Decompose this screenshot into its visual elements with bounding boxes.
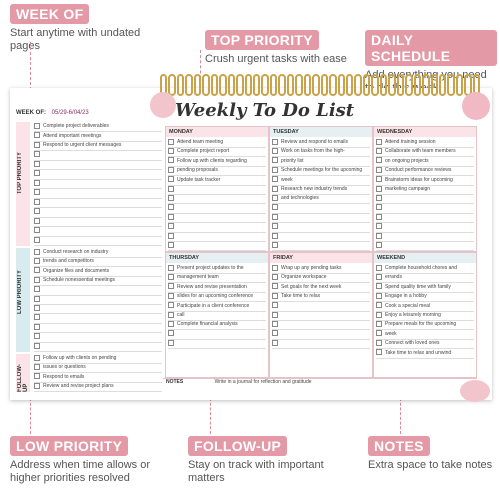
- checkbox[interactable]: [168, 293, 174, 299]
- spiral-coil: [287, 74, 294, 96]
- task-text: Review and revise project plans: [43, 383, 114, 390]
- checkbox[interactable]: [376, 312, 382, 318]
- day-header: WEEKEND: [374, 253, 476, 263]
- task-text: Prepare meals for the upcoming: [385, 321, 457, 328]
- task-text: Complete household chores and: [385, 265, 457, 271]
- task-row[interactable]: [272, 339, 370, 349]
- day-box-wednesday: [373, 126, 477, 252]
- checkbox[interactable]: [376, 186, 382, 192]
- checkbox[interactable]: [376, 321, 382, 327]
- checkbox[interactable]: [168, 312, 174, 318]
- follow-up-callout: [188, 436, 358, 485]
- spiral-coil: [219, 74, 226, 96]
- task-text: Wrap up any pending tasks: [281, 265, 342, 271]
- checkbox[interactable]: [272, 312, 278, 318]
- spiral-coil: [456, 74, 463, 96]
- task-text: Collaborate with team members: [385, 148, 456, 155]
- checkbox[interactable]: [168, 283, 174, 289]
- spiral-coil: [363, 74, 370, 96]
- checkbox[interactable]: [272, 167, 278, 173]
- top-priority-section: [16, 122, 164, 246]
- notes-caption: Extra space to take notes: [368, 459, 493, 471]
- spiral-coil: [321, 74, 328, 96]
- checkbox[interactable]: [34, 383, 40, 389]
- top-priority-sidebar: [16, 122, 30, 246]
- week-of-callout: [10, 4, 170, 53]
- checkbox[interactable]: [272, 302, 278, 308]
- spiral-coil: [346, 74, 353, 96]
- checkbox[interactable]: [376, 233, 382, 239]
- low-priority-callout: [10, 436, 175, 485]
- task-text: Attend team meeting: [177, 139, 224, 145]
- task-row[interactable]: [34, 160, 162, 170]
- day-header: TUESDAY: [270, 127, 372, 137]
- spiral-coil: [354, 74, 361, 96]
- checkbox[interactable]: [34, 277, 40, 283]
- task-text: Brainstorm ideas for upcoming: [385, 176, 453, 183]
- task-text: Attend important meetings: [43, 132, 102, 139]
- task-row[interactable]: [34, 122, 162, 132]
- checkbox[interactable]: [376, 302, 382, 308]
- checkbox[interactable]: [34, 170, 40, 176]
- task-row[interactable]: [34, 208, 162, 218]
- checkbox[interactable]: [34, 314, 40, 320]
- checkbox[interactable]: [272, 340, 278, 346]
- notes-area[interactable]: [163, 378, 477, 395]
- checkbox[interactable]: [34, 189, 40, 195]
- checkbox[interactable]: [34, 180, 40, 186]
- task-text: week: [281, 176, 293, 183]
- task-text: Attend training session: [385, 139, 436, 145]
- spiral-binding: [160, 74, 480, 96]
- daily-schedule-caption: Add everything you need: [365, 69, 487, 81]
- spiral-coil: [228, 74, 235, 96]
- spiral-coil: [177, 74, 184, 96]
- task-text: Organize workspace: [281, 274, 327, 281]
- leader-follow-up: [210, 398, 211, 434]
- task-text: Cook a special meal: [385, 302, 431, 309]
- low-priority-section: [16, 248, 164, 352]
- top-priority-caption: Crush urgent tasks with ease: [205, 53, 347, 65]
- task-text: Respond to emails: [43, 373, 85, 380]
- task-text: marketing campaign: [385, 186, 431, 192]
- checkbox[interactable]: [376, 242, 382, 248]
- task-row[interactable]: [34, 382, 162, 392]
- task-row[interactable]: [34, 198, 162, 208]
- checkbox[interactable]: [272, 223, 278, 229]
- task-text: pending proposals: [177, 167, 218, 174]
- spiral-coil: [261, 74, 268, 96]
- checkbox[interactable]: [376, 214, 382, 220]
- spiral-coil: [405, 74, 412, 96]
- task-text: Complete financial analysis: [177, 321, 238, 328]
- spiral-coil: [253, 74, 260, 96]
- task-row[interactable]: [34, 179, 162, 189]
- daily-schedule-tag: DAILY SCHEDULE: [365, 30, 497, 66]
- task-row[interactable]: [34, 151, 162, 161]
- top-priority-sidebar-label: TOP PRIORITY: [17, 152, 23, 195]
- task-row[interactable]: [376, 349, 474, 359]
- spiral-coil: [185, 74, 192, 96]
- task-text: management team: [177, 274, 219, 281]
- checkbox[interactable]: [376, 349, 382, 355]
- checkbox[interactable]: [376, 330, 382, 336]
- checkbox[interactable]: [168, 274, 174, 280]
- task-row[interactable]: [34, 189, 162, 199]
- checkbox[interactable]: [34, 286, 40, 292]
- task-text: on ongoing projects: [385, 157, 429, 164]
- checkbox[interactable]: [168, 186, 174, 192]
- priority-column: [16, 122, 164, 392]
- checkbox[interactable]: [376, 265, 382, 271]
- day-header: MONDAY: [166, 127, 268, 137]
- week-of-field-label: WEEK OF:: [16, 110, 46, 116]
- checkbox[interactable]: [168, 321, 174, 327]
- spiral-coil: [388, 74, 395, 96]
- spiral-coil: [304, 74, 311, 96]
- task-text: Present project updates to the: [177, 265, 244, 271]
- task-text: Enjoy a leisurely morning: [385, 312, 441, 318]
- checkbox[interactable]: [376, 148, 382, 154]
- checkbox[interactable]: [376, 176, 382, 182]
- checkbox[interactable]: [376, 204, 382, 210]
- checkbox[interactable]: [34, 333, 40, 339]
- checkbox[interactable]: [168, 233, 174, 239]
- day-box-monday: [165, 126, 269, 252]
- spiral-coil: [422, 74, 429, 96]
- checkbox[interactable]: [168, 195, 174, 201]
- checkbox[interactable]: [34, 151, 40, 157]
- task-text: Conduct performance reviews: [385, 167, 452, 174]
- spiral-coil: [245, 74, 252, 96]
- spiral-coil: [414, 74, 421, 96]
- spiral-coil: [380, 74, 387, 96]
- task-text: Work on tasks from the high-: [281, 148, 345, 155]
- checkbox[interactable]: [376, 340, 382, 346]
- task-text: Take time to relax and unwind: [385, 349, 452, 356]
- checkbox[interactable]: [376, 167, 382, 173]
- checkbox[interactable]: [272, 157, 278, 163]
- task-text: Follow up with clients regarding: [177, 157, 247, 164]
- checkbox[interactable]: [272, 283, 278, 289]
- checkbox[interactable]: [168, 139, 174, 145]
- low-priority-caption: Address when time allows or higher priorities resolved: [10, 459, 151, 484]
- checkbox[interactable]: [34, 199, 40, 205]
- task-row[interactable]: [168, 339, 266, 349]
- task-row[interactable]: [168, 241, 266, 251]
- task-text: issues or questions: [43, 364, 86, 371]
- leader-low-priority: [30, 398, 31, 434]
- checkbox[interactable]: [34, 237, 40, 243]
- day-box-weekend: [373, 252, 477, 378]
- checkbox[interactable]: [34, 208, 40, 214]
- flower-decoration: [462, 92, 490, 120]
- follow-up-sidebar: [16, 354, 30, 392]
- day-header: WEDNESDAY: [374, 127, 476, 137]
- notes-tag: NOTES: [368, 436, 430, 456]
- task-text: Schedule meetings for the upcoming: [281, 167, 363, 174]
- checkbox[interactable]: [168, 302, 174, 308]
- spiral-coil: [270, 74, 277, 96]
- spiral-coil: [295, 74, 302, 96]
- low-priority-sidebar-label: LOW PRIORITY: [17, 270, 23, 314]
- day-box-friday: [269, 252, 373, 378]
- checkbox[interactable]: [272, 265, 278, 271]
- task-text: Complete project report: [177, 148, 230, 155]
- spiral-coil: [202, 74, 209, 96]
- follow-up-caption: Stay on track with important matters: [188, 459, 324, 484]
- checkbox[interactable]: [272, 321, 278, 327]
- checkbox[interactable]: [34, 355, 40, 361]
- spiral-coil: [278, 74, 285, 96]
- checkbox[interactable]: [272, 195, 278, 201]
- task-row[interactable]: [34, 227, 162, 237]
- day-box-thursday: [165, 252, 269, 378]
- checkbox[interactable]: [34, 343, 40, 349]
- task-text: Organize files and documents: [43, 267, 110, 274]
- checkbox[interactable]: [34, 249, 40, 255]
- task-text: call: [177, 312, 185, 318]
- leader-notes: [400, 398, 401, 434]
- task-row[interactable]: [34, 217, 162, 227]
- spiral-coil: [194, 74, 201, 96]
- checkbox[interactable]: [168, 242, 174, 248]
- checkbox[interactable]: [376, 293, 382, 299]
- checkbox[interactable]: [168, 167, 174, 173]
- task-row[interactable]: [272, 241, 370, 251]
- spiral-coil: [211, 74, 218, 96]
- checkbox[interactable]: [272, 148, 278, 154]
- task-row[interactable]: [34, 342, 162, 352]
- spiral-coil: [431, 74, 438, 96]
- task-row[interactable]: [34, 170, 162, 180]
- checkbox[interactable]: [168, 214, 174, 220]
- low-priority-sidebar: [16, 248, 30, 352]
- checkbox[interactable]: [34, 296, 40, 302]
- task-text: Participate in a client conference: [177, 302, 250, 309]
- spiral-coil: [447, 74, 454, 96]
- checkbox[interactable]: [272, 204, 278, 210]
- spiral-coil: [236, 74, 243, 96]
- spiral-coil: [439, 74, 446, 96]
- checkbox[interactable]: [376, 157, 382, 163]
- task-text: Connect with loved ones: [385, 340, 440, 347]
- top-priority-tag: TOP PRIORITY: [205, 30, 319, 50]
- spiral-coil: [371, 74, 378, 96]
- checkbox[interactable]: [34, 364, 40, 370]
- task-row[interactable]: [376, 241, 474, 251]
- checkbox[interactable]: [376, 223, 382, 229]
- follow-up-sidebar-label: FOLLOW-UP: [17, 364, 29, 392]
- checkbox[interactable]: [272, 274, 278, 280]
- week-of-field-value: 05/29-6/04/23: [51, 110, 89, 116]
- week-of-field[interactable]: [16, 110, 89, 116]
- notes-callout: [368, 436, 498, 472]
- task-row[interactable]: [34, 141, 162, 151]
- task-text: slides for an upcoming conference: [177, 293, 254, 300]
- spiral-coil: [329, 74, 336, 96]
- checkbox[interactable]: [272, 330, 278, 336]
- checkbox[interactable]: [34, 227, 40, 233]
- week-of-caption: Start anytime with undated pages: [10, 27, 141, 52]
- checkbox[interactable]: [34, 218, 40, 224]
- task-text: Spend quality time with family: [385, 283, 451, 290]
- checkbox[interactable]: [168, 148, 174, 154]
- task-text: Review and respond to emails: [281, 139, 348, 145]
- task-text: Conduct research on industry: [43, 249, 109, 255]
- week-of-label: WEEK OF: [10, 4, 89, 24]
- task-text: Set goals for the next week: [281, 283, 342, 290]
- checkbox[interactable]: [34, 258, 40, 264]
- spiral-coil: [397, 74, 404, 96]
- checkbox[interactable]: [34, 305, 40, 311]
- flower-decoration: [150, 92, 176, 118]
- task-text: Respond to urgent client messages: [43, 142, 122, 148]
- checkbox[interactable]: [376, 274, 382, 280]
- checkbox[interactable]: [272, 233, 278, 239]
- day-box-tuesday: [269, 126, 373, 252]
- task-text: Complete project deliverables: [43, 123, 109, 129]
- checkbox[interactable]: [34, 142, 40, 148]
- checkbox[interactable]: [34, 324, 40, 330]
- task-text: Engage in a hobby: [385, 293, 427, 300]
- task-text: trends and competitors: [43, 258, 94, 265]
- task-row[interactable]: [34, 236, 162, 246]
- checkbox[interactable]: [376, 195, 382, 201]
- checkbox[interactable]: [34, 123, 40, 129]
- checkbox[interactable]: [168, 340, 174, 346]
- checkbox[interactable]: [34, 161, 40, 167]
- task-text: errands: [385, 274, 402, 281]
- task-text: Update task tracker: [177, 176, 221, 183]
- spiral-coil: [312, 74, 319, 96]
- checkbox[interactable]: [168, 204, 174, 210]
- task-text: Follow up with clients on pending: [43, 355, 117, 361]
- checkbox[interactable]: [168, 330, 174, 336]
- task-row[interactable]: [34, 132, 162, 142]
- task-text: Research new industry trends: [281, 186, 348, 192]
- notes-text: Write in a journal for reflection and gratitude: [214, 379, 312, 385]
- task-text: and technologies: [281, 195, 319, 202]
- checkbox[interactable]: [272, 242, 278, 248]
- top-priority-callout: [205, 30, 365, 66]
- checkbox[interactable]: [272, 214, 278, 220]
- task-text: Take time to relax: [281, 293, 321, 300]
- follow-up-tag: FOLLOW-UP: [188, 436, 287, 456]
- checkbox[interactable]: [272, 293, 278, 299]
- checkbox[interactable]: [272, 186, 278, 192]
- low-priority-tag: LOW PRIORITY: [10, 436, 128, 456]
- checkbox[interactable]: [376, 139, 382, 145]
- checkbox[interactable]: [168, 223, 174, 229]
- checkbox[interactable]: [168, 265, 174, 271]
- task-text: priority list: [281, 157, 304, 164]
- spiral-coil: [338, 74, 345, 96]
- checkbox[interactable]: [34, 132, 40, 138]
- day-header: THURSDAY: [166, 253, 268, 263]
- checkbox[interactable]: [168, 176, 174, 182]
- checkbox[interactable]: [272, 176, 278, 182]
- checkbox[interactable]: [34, 267, 40, 273]
- checkbox[interactable]: [376, 283, 382, 289]
- day-header: FRIDAY: [270, 253, 372, 263]
- spiral-coil: [168, 74, 175, 96]
- task-text: Review and revise presentation: [177, 283, 247, 290]
- checkbox[interactable]: [272, 139, 278, 145]
- task-text: week: [385, 330, 397, 337]
- planner-title: Weekly To Do List: [175, 100, 355, 121]
- checkbox[interactable]: [34, 373, 40, 379]
- follow-up-section: [16, 354, 164, 392]
- task-text: Schedule nonessential meetings: [43, 277, 115, 284]
- checkbox[interactable]: [168, 157, 174, 163]
- notes-label: NOTES: [166, 379, 184, 385]
